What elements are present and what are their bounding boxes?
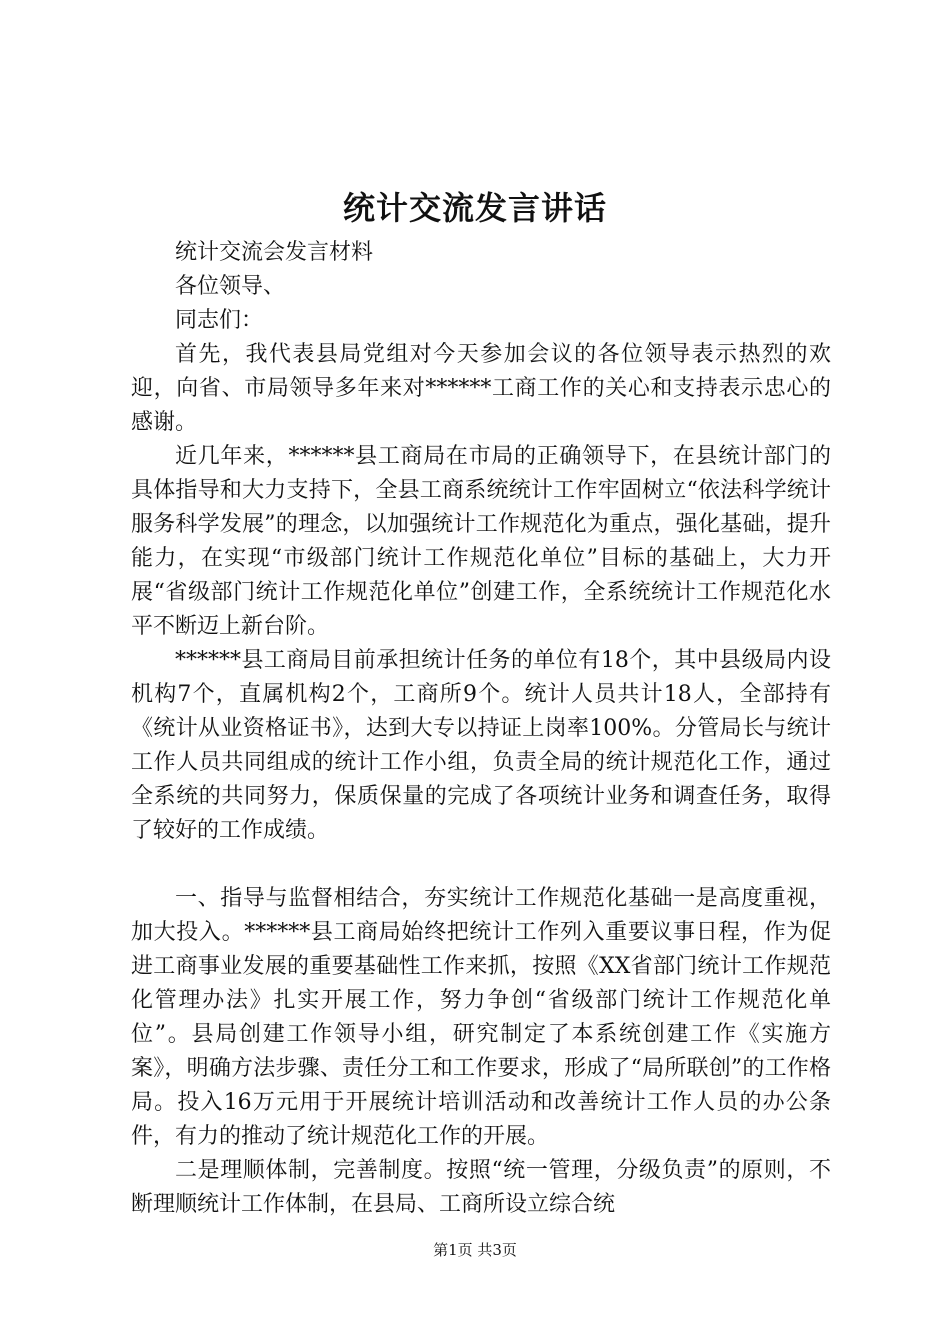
paragraph-welcome: 首先，我代表县局党组对今天参加会议的各位领导表示热烈的欢迎，向省、市局领导多年来对******工商工作的关心和支持表示忠心的感谢。 (131, 342, 831, 435)
paragraph-subtitle: 统计交流会发言材料 (175, 240, 374, 265)
paragraph-recent-years: 近几年来，******县工商局在市局的正确领导下，在县统计部门的具体指导和大力支持下，全县工商系统统计工作牢固树立“依法科学统计服务科学发展”的理念，以加强统计工作规范化为重点，强化基础，提升能力，在实现“市级部门统计工作规范化单位”目标的基础上，大力开展“省级部门统计工作规范化单位”创建工作，全系统统计工作规范化水平不断迈上新台阶。 (131, 444, 831, 639)
paragraph-salutation-2: 同志们： (175, 308, 264, 333)
page-footer: 第1页 共3页 (433, 1241, 517, 1259)
document-body (131, 236, 831, 1222)
paragraph-units: ******县工商局目前承担统计任务的单位有18个，其中县级局内设机构7个，直属机构2个，工商所9个。统计人员共计18人，全部持有《统计从业资格证书》，达到大专以持证上岗率100%。分管局长与统计工作人员共同组成的统计工作小组，负责全局的统计规范化工作，通过全系统的共同努力，保质保量的完成了各项统计业务和调查任务，取得了较好的工作成绩。 (131, 648, 831, 843)
document-title: 统计交流发言讲话 (342, 189, 607, 227)
paragraph-salutation-1: 各位领导、 (175, 274, 286, 299)
paragraph-section-two: 二是理顺体制，完善制度。按照“统一管理，分级负责”的原则，不断理顺统计工作体制，在县局、工商所设立综合统 (131, 1158, 831, 1217)
paragraph-section-one: 一、指导与监督相结合，夯实统计工作规范化基础一是高度重视，加大投入。******县工商局始终把统计工作列入重要议事日程，作为促进工商事业发展的重要基础性工作来抓，按照《XX省部门统计工作规范化管理办法》扎实开展工作，努力争创“省级部门统计工作规范化单位”。县局创建工作领导小组，研究制定了本系统创建工作《实施方案》，明确方法步骤、责任分工和工作要求，形成了“局所联创”的工作格局。投入16万元用于开展统计培训活动和改善统计工作人员的办公条件，有力的推动了统计规范化工作的开展。 (131, 886, 831, 1149)
